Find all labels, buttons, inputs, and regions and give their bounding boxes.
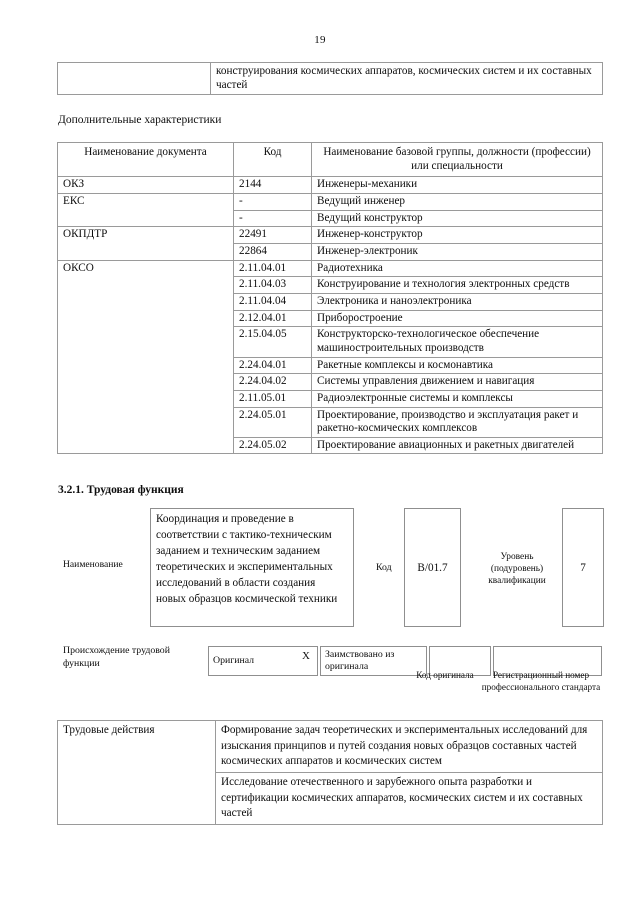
labour-function-name-label: Наименование	[63, 559, 123, 570]
cell-name: Инженер-электроник	[312, 243, 603, 260]
labour-function-code-label: Код	[376, 562, 392, 573]
cell-code: 2.24.05.01	[234, 407, 312, 437]
cell-code: 2.24.04.01	[234, 357, 312, 374]
cell-name: Инженеры-механики	[312, 177, 603, 194]
table-row	[58, 260, 603, 277]
cell-code: 2.12.04.01	[234, 310, 312, 327]
cell-name: Системы управления движением и навигация	[312, 374, 603, 391]
cell-code: 2.11.05.01	[234, 390, 312, 407]
header-group-name: Наименование базовой группы, должности (профессии) или специальности	[312, 143, 603, 177]
cell-code: 2.11.04.01	[234, 260, 312, 277]
table-row	[58, 227, 603, 244]
cell-code: 2.24.05.02	[234, 437, 312, 454]
qualification-level-value: 7	[562, 508, 604, 627]
cell-document	[58, 310, 234, 327]
cell-name: Инженер-конструктор	[312, 227, 603, 244]
labour-actions-label: Трудовые действия	[58, 721, 216, 825]
extra-characteristics-table	[57, 142, 603, 454]
cell-name: Радиоэлектронные системы и комплексы	[312, 390, 603, 407]
origin-original-mark: X	[302, 650, 310, 662]
section-heading: 3.2.1. Трудовая функция	[58, 484, 184, 496]
cell-code: -	[234, 210, 312, 227]
extra-characteristics-caption: Дополнительные характеристики	[58, 114, 222, 126]
cell-document	[58, 277, 234, 294]
table-row	[58, 210, 603, 227]
cell-code: 2.24.04.02	[234, 374, 312, 391]
qualification-level-label: Уровень (подуровень) квалификации	[488, 552, 546, 587]
cell-document	[58, 390, 234, 407]
table-row	[58, 193, 603, 210]
cell-name: Электроника и наноэлектроника	[312, 293, 603, 310]
cell-code: 2.15.04.05	[234, 327, 312, 357]
extra-characteristics-body	[58, 177, 603, 454]
cell-document	[58, 407, 234, 437]
table-row	[58, 277, 603, 294]
cell-code: 2.11.04.03	[234, 277, 312, 294]
labour-function-code-value: В/01.7	[404, 508, 461, 627]
table-row	[58, 721, 603, 773]
cell-document	[58, 437, 234, 454]
origin-original-label: Оригинал	[213, 655, 255, 667]
labour-action-item: Исследование отечественного и зарубежного опыта разработки и сертификации космических аппаратов, космических систем и их составных частей	[216, 773, 603, 825]
table-header-row	[58, 143, 603, 177]
table-row	[58, 327, 603, 357]
origin-code-caption: Код оригинала	[416, 670, 474, 680]
table-row	[58, 374, 603, 391]
header-code: Код	[234, 143, 312, 177]
labour-action-item: Формирование задач теоретических и экспериментальных исследований для изыскания принципов и путей создания новых образцов составных частей космических аппаратов и космических систем	[216, 721, 603, 773]
cell-document: ОКСО	[58, 260, 234, 277]
cell-code: 22864	[234, 243, 312, 260]
cell-name: Проектирование, производство и эксплуатация ракет и ракетно-космических комплексов	[312, 407, 603, 437]
cell-document: ОКЗ	[58, 177, 234, 194]
table-row	[58, 357, 603, 374]
cell-document	[58, 210, 234, 227]
cell-code: 22491	[234, 227, 312, 244]
table-row	[58, 177, 603, 194]
continuation-right-cell: конструирования космических аппаратов, космических систем и их составных частей	[211, 63, 603, 95]
cell-name: Ведущий инженер	[312, 193, 603, 210]
table-row	[58, 243, 603, 260]
cell-document	[58, 327, 234, 357]
cell-name: Приборостроение	[312, 310, 603, 327]
table-row	[58, 407, 603, 437]
cell-code: -	[234, 193, 312, 210]
continuation-left-cell	[58, 63, 211, 95]
cell-name: Ракетные комплексы и космонавтика	[312, 357, 603, 374]
cell-document	[58, 293, 234, 310]
labour-actions-table	[57, 720, 603, 825]
cell-document	[58, 357, 234, 374]
table-row	[58, 310, 603, 327]
origin-original-cell[interactable]	[208, 646, 318, 676]
cell-name: Проектирование авиационных и ракетных двигателей	[312, 437, 603, 454]
cell-name: Ведущий конструктор	[312, 210, 603, 227]
table-row	[58, 437, 603, 454]
cell-name: Конструкторско-технологическое обеспечение машиностроительных производств	[312, 327, 603, 357]
header-document-name: Наименование документа	[58, 143, 234, 177]
table-row	[58, 293, 603, 310]
cell-document: ЕКС	[58, 193, 234, 210]
cell-document	[58, 243, 234, 260]
page-number: 19	[314, 34, 326, 46]
registration-number-caption: Регистрационный номер профессионального стандарта	[481, 670, 601, 692]
origin-borrowed-cell[interactable]: Заимствовано из оригинала	[320, 646, 427, 676]
cell-document	[58, 374, 234, 391]
continuation-table	[57, 62, 603, 95]
labour-function-name-value: Координация и проведение в соответствии с тактико-техническим заданием и техническим заданием теоретических и экспериментальных исследований в области создания новых образцов космической техники	[150, 508, 354, 627]
table-row	[58, 390, 603, 407]
origin-label: Происхождение трудовой функции	[63, 645, 170, 669]
cell-name: Конструирование и технология электронных средств	[312, 277, 603, 294]
cell-code: 2144	[234, 177, 312, 194]
cell-code: 2.11.04.04	[234, 293, 312, 310]
cell-document: ОКПДТР	[58, 227, 234, 244]
table-row	[58, 63, 603, 95]
cell-name: Радиотехника	[312, 260, 603, 277]
